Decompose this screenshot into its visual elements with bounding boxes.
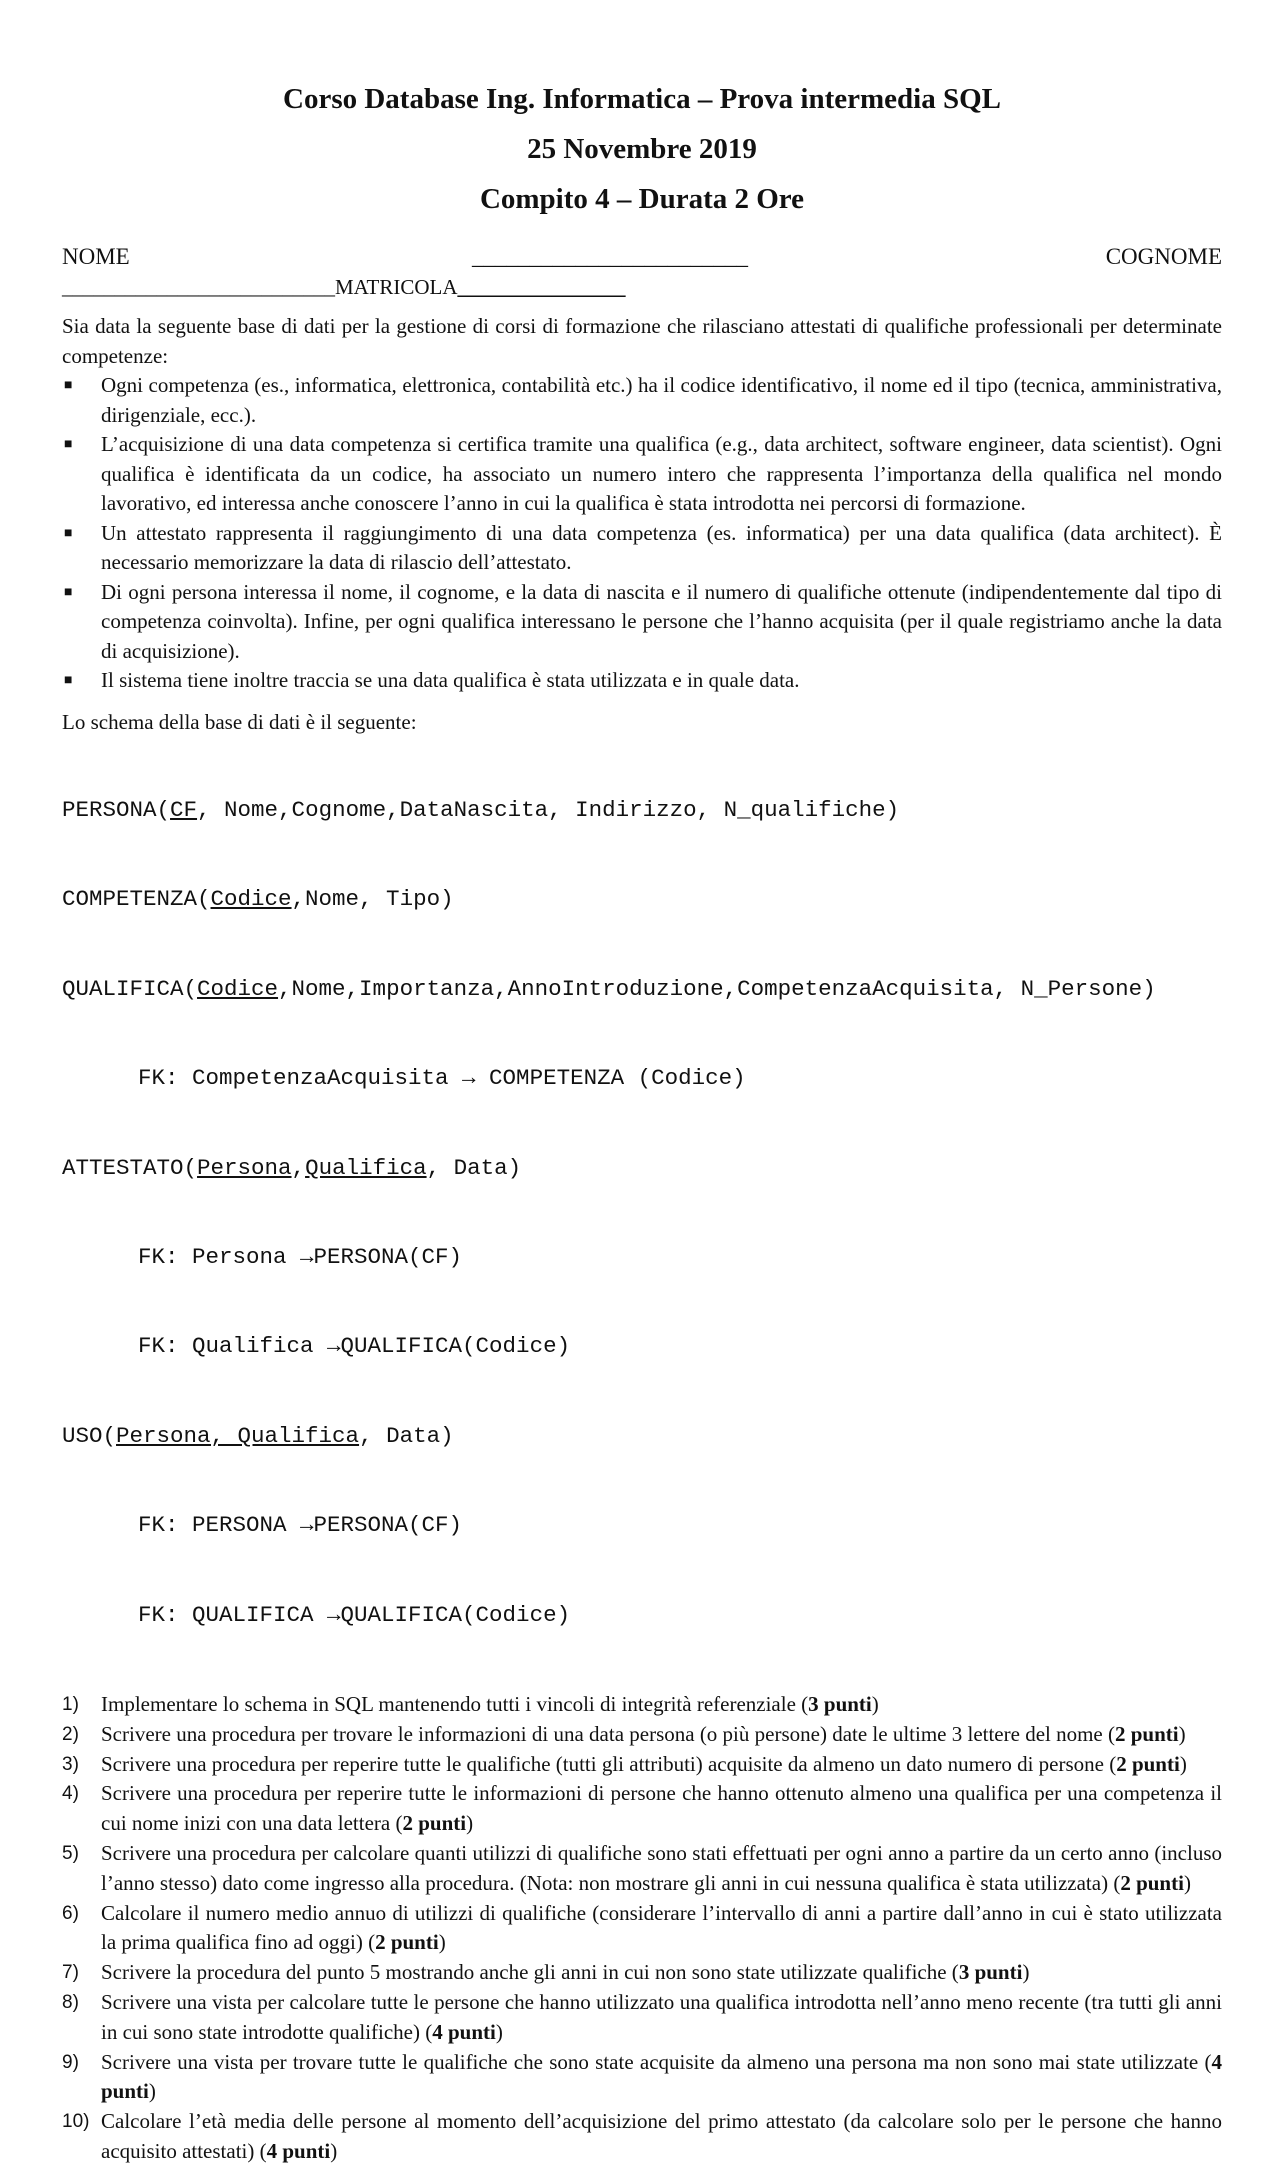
requirements-list: [62, 371, 1222, 696]
list-item: [62, 430, 1222, 519]
intro-paragraph: Sia data la seguente base di dati per la gestione di corsi di formazione che rilasciano attestati di qualifiche professionali per determinate competenze:: [62, 314, 1222, 368]
matricola-blank[interactable]: ________________: [457, 275, 626, 299]
exam-date: 25 Novembre 2019: [527, 133, 757, 165]
exam-page: [62, 0, 1222, 2167]
question-item: 7) Scrivere la procedura del punto 5 mostrando anche gli anni in cui non sono state utilizzate qualifiche (3 punti): [62, 1958, 1222, 1988]
primary-key: Codice: [197, 975, 279, 1002]
primary-key: Persona: [197, 1154, 292, 1181]
question-points: 4 punti: [266, 2138, 331, 2163]
schema-competenza: COMPETENZA(Codice,Nome, Tipo): [62, 886, 454, 913]
cognome-label: COGNOME: [1105, 244, 1222, 269]
foreign-key: FK: CompetenzaAcquisita → COMPETENZA (Codice): [138, 1065, 746, 1092]
bullet-square-icon: ■: [64, 673, 73, 688]
question-item: 4) Scrivere una procedura per reperire tutte le informazioni di persone che hanno ottenuto almeno una qualifica per una competenza il cui nome inizi con una data lettera (2 punti): [62, 1781, 1222, 1836]
question-item: 5) Scrivere una procedura per calcolare quanti utilizzi di qualifiche sono stati effettuati per ogni anno a partire da un certo anno (incluso l’anno stesso) dato come ingresso alla procedura. (Nota: non mostrare gli anni in cui nessuna qualifica è stata utilizzata) (2 punti): [62, 1840, 1222, 1895]
list-item: [62, 371, 1222, 430]
question-points: 2 punti: [1116, 1751, 1180, 1776]
relational-schema: [62, 737, 1222, 1691]
foreign-key: FK: Persona →PERSONA(CF): [138, 1244, 463, 1271]
question-item: 3) Scrivere una procedura per reperire tutte le qualifiche (tutti gli attributi) acquisite da almeno un dato numero di persone (2 punti): [62, 1750, 1222, 1780]
list-item: [62, 578, 1222, 667]
question-points: 2 punti: [1115, 1721, 1179, 1746]
question-item: 10) Calcolare l’età media delle persone al momento dell’acquisizione del primo attestato (da calcolare solo per le persone che hanno acquisito attestati) (4 punti): [62, 2109, 1222, 2163]
question-item: 8) Scrivere una vista per calcolare tutte le persone che hanno utilizzato una qualifica introdotta nell’anno meno recente (tra tutti gli anni in cui sono state introdotte qualifiche) (4 punti): [62, 1989, 1222, 2044]
question-number: 2): [62, 1723, 79, 1745]
foreign-key: FK: Qualifica →QUALIFICA(Codice): [138, 1333, 571, 1360]
question-item: 2) Scrivere una procedura per trovare le informazioni di una data persona (o più persone) date le ultime 3 lettere del nome (2 punti): [62, 1720, 1222, 1750]
bullet-square-icon: ■: [64, 378, 73, 393]
list-item-text: L’acquisizione di una data competenza si certifica tramite una qualifica (e.g., data architect, software engineer, data scientist). Ogni qualifica è identificata da un codice, ha associato un numero intero che rappresenta l’importanza della qualifica nel mondo lavorativo, ed interessa anche conoscere l’anno in cui la qualifica è stata introdotta nei percorsi di formazione.: [101, 432, 1222, 515]
bullet-square-icon: ■: [64, 584, 73, 600]
list-item-text: Il sistema tiene inoltre traccia se una data qualifica è stata utilizzata e in quale data.: [101, 668, 800, 692]
nome-blank[interactable]: ________________________: [472, 244, 748, 269]
list-item-text: Di ogni persona interessa il nome, il cognome, e la data di nascita e il numero di qualifiche ottenute (indipendentemente dal tipo di competenza coinvolta). Infine, per ogni qualifica interessano le persone che l’hanno acquisita (per il quale registriamo anche la data di acquisizione).: [101, 579, 1222, 663]
question-number: 6): [62, 1902, 79, 1924]
question-number: 7): [62, 1962, 79, 1984]
bullet-square-icon: ■: [64, 437, 73, 452]
schema-qualifica: QUALIFICA(Codice,Nome,Importanza,AnnoIntroduzione,CompetenzaAcquisita, N_Persone): [62, 975, 1156, 1002]
schema-uso: USO(Persona, Qualifica, Data): [62, 1422, 454, 1449]
matricola-label: MATRICOLA: [335, 275, 458, 299]
list-item-text: Un attestato rappresenta il raggiungimento di una data competenza (es. informatica) per una data qualifica (data architect). È necessario memorizzare la data di rilascio dell’attestato.: [101, 520, 1222, 574]
question-points: 4 punti: [432, 2019, 496, 2044]
question-points: 2 punti: [402, 1811, 467, 1836]
name-row: [62, 242, 1222, 272]
matricola-row: [62, 272, 1222, 306]
course-title: Corso Database Ing. Informatica – Prova intermedia SQL: [283, 83, 1001, 115]
primary-key: Qualifica: [305, 1154, 427, 1181]
primary-key: Persona, Qualifica: [116, 1422, 360, 1449]
list-item: [62, 519, 1222, 578]
question-number: 9): [62, 2051, 79, 2073]
schema-attestato: ATTESTATO(Persona,Qualifica, Data): [62, 1154, 522, 1181]
question-points: 3 punti: [958, 1960, 1023, 1985]
question-number: 4): [62, 1783, 79, 1805]
cognome-blank[interactable]: __________________________: [62, 275, 335, 299]
question-item: 6) Calcolare il numero medio annuo di utilizzi di qualifiche (considerare l’intervallo di anni a partire dall’anno in cui è stato utilizzata la prima qualifica fino ad oggi) (2 punti): [62, 1900, 1222, 1955]
question-number: 3): [62, 1753, 79, 1775]
primary-key: Codice: [210, 886, 292, 913]
nome-label: NOME: [62, 244, 130, 269]
question-points: 2 punti: [1120, 1870, 1184, 1895]
list-item-text: Ogni competenza (es., informatica, elettronica, contabilità etc.) ha il codice identificativo, il nome ed il tipo (tecnica, amministrativa, dirigenziale, ecc.).: [101, 373, 1222, 427]
schema-intro: Lo schema della base di dati è il seguente:: [62, 709, 417, 734]
question-number: 1): [62, 1694, 79, 1715]
question-number: 5): [62, 1842, 79, 1864]
primary-key: CF: [170, 797, 198, 824]
question-number: 8): [62, 1991, 79, 2013]
exam-version-duration: Compito 4 – Durata 2 Ore: [479, 183, 805, 215]
question-number: 10): [62, 2111, 90, 2133]
question-item: 9) Scrivere una vista per trovare tutte le qualifiche che sono state acquisite da almeno una persona ma non sono mai state utilizzate (4 punti): [62, 2049, 1222, 2104]
foreign-key: FK: QUALIFICA →QUALIFICA(Codice): [138, 1601, 571, 1628]
bullet-square-icon: ■: [64, 525, 73, 541]
question-points: 2 punti: [375, 1930, 439, 1955]
list-item: [62, 666, 1222, 696]
questions-list: [62, 1690, 1222, 2167]
question-points: 3 punti: [808, 1692, 872, 1716]
foreign-key: FK: PERSONA →PERSONA(CF): [138, 1512, 463, 1539]
question-item: 1) Implementare lo schema in SQL mantenendo tutti i vincoli di integrità referenziale (3 punti): [62, 1690, 1222, 1720]
schema-persona: PERSONA(CF, Nome,Cognome,DataNascita, Indirizzo, N_qualifiche): [62, 797, 900, 824]
question-points: 4 punti: [101, 2049, 1222, 2104]
